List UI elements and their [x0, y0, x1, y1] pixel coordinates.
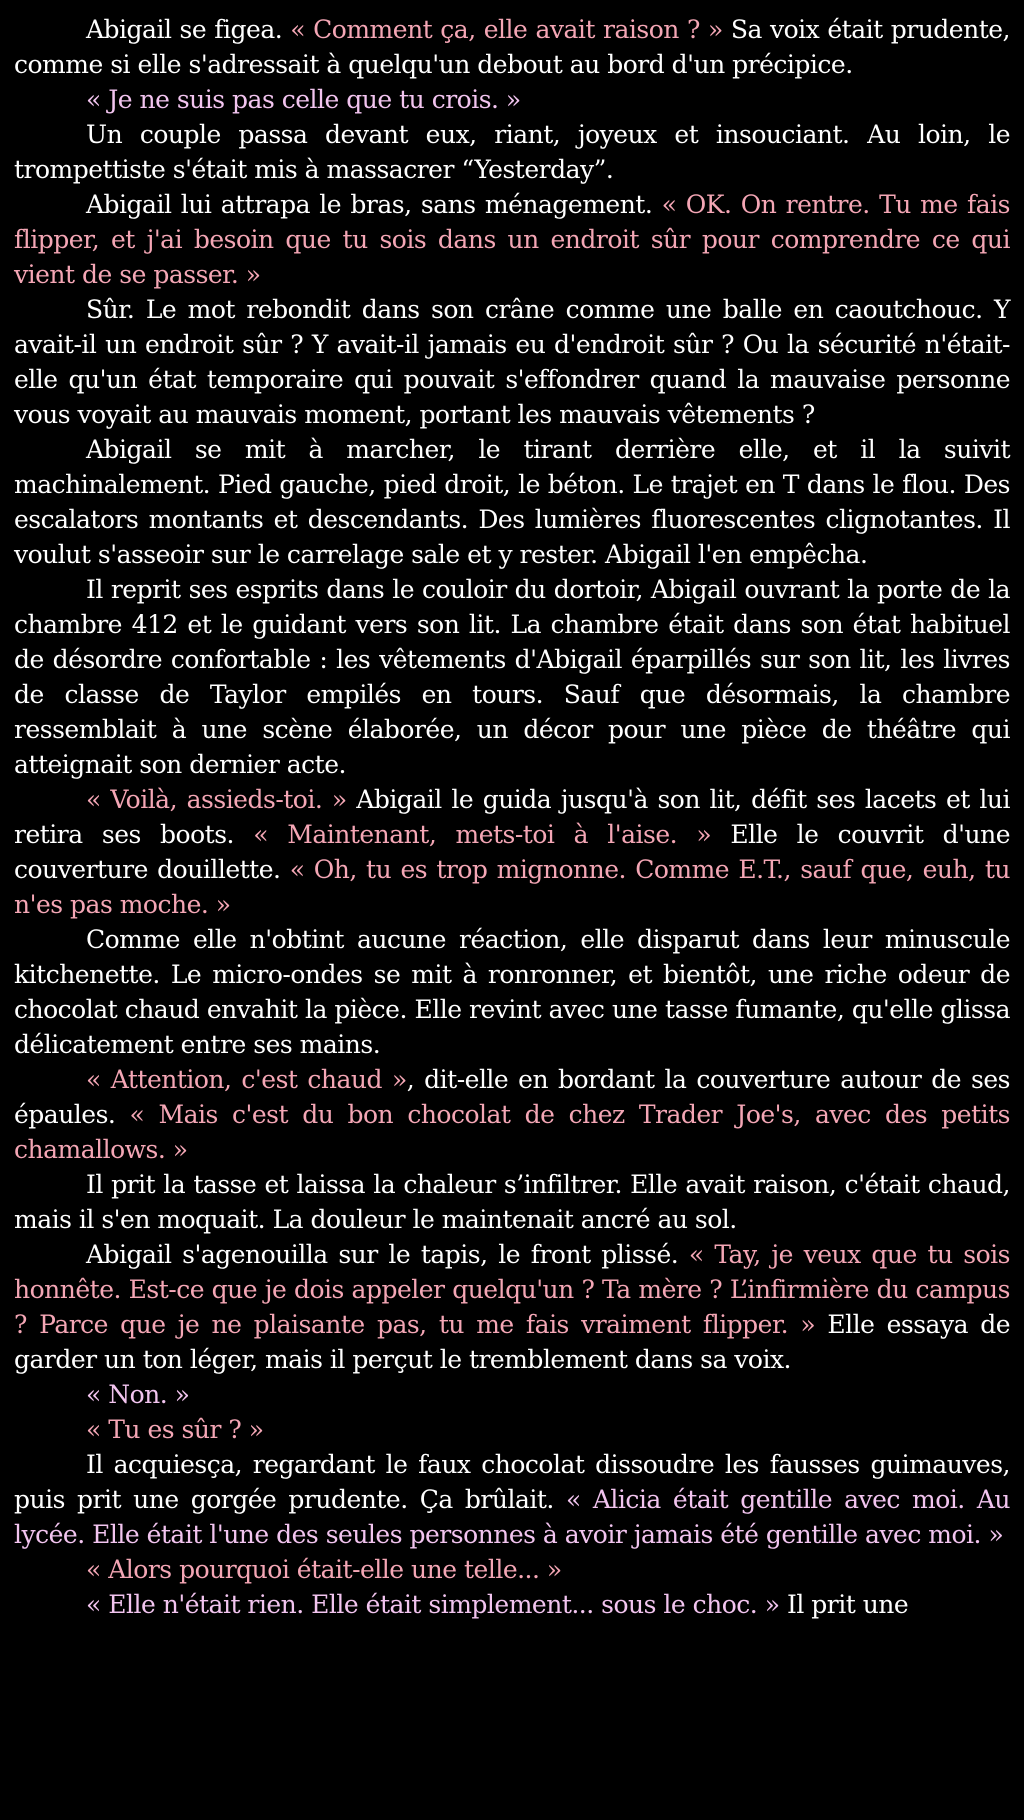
- paragraph: [14, 12, 1010, 82]
- narration-text: Il prit une: [779, 1590, 909, 1619]
- dialogue-text: « Alors pourquoi était-elle une telle... »: [86, 1555, 562, 1584]
- narration-text: Un couple passa devant eux, riant, joyeux et insouciant. Au loin, le trompettiste s'était mis à massacrer “Yesterday”.: [14, 120, 1010, 184]
- dialogue-text: « Mais c'est du bon chocolat de chez Trader Joe's, avec des petits chamallows. »: [14, 1100, 1010, 1164]
- narration-text: Comme elle n'obtint aucune réaction, elle disparut dans leur minuscule kitchenette. Le micro-ondes se mit à ronronner, et bientôt, une riche odeur de chocolat chaud envahit la pièce. Elle revint avec une tasse fumante, qu'elle glissa délicatement entre ses mains.: [14, 925, 1010, 1059]
- narration-text: Abigail lui attrapa le bras, sans ménagement.: [86, 190, 662, 219]
- paragraph: [14, 292, 1010, 432]
- paragraph: [14, 432, 1010, 572]
- narration-text: Elle le couvrit d'une couverture douillette.: [14, 820, 1010, 884]
- paragraph: [14, 1552, 1010, 1587]
- dialogue-text: « Tu es sûr ? »: [86, 1415, 264, 1444]
- narration-text: Abigail se figea.: [86, 15, 291, 44]
- paragraph: [14, 1587, 1010, 1622]
- paragraph: [14, 922, 1010, 1062]
- narration-text: Abigail se mit à marcher, le tirant derrière elle, et il la suivit machinalement. Pied gauche, pied droit, le béton. Le trajet en T dans le flou. Des escalators montants et descendants. Des lumières fluorescentes clignotantes. Il voulut s'asseoir sur le carrelage sale et y rester. Abigail l'en empêcha.: [14, 435, 1010, 569]
- dialogue-text: « Non. »: [86, 1380, 190, 1409]
- dialogue-text: « Oh, tu es trop mignonne. Comme E.T., sauf que, euh, tu n'es pas moche. »: [14, 855, 1010, 919]
- narration-text: Abigail le guida jusqu'à son lit, défit ses lacets et lui retira ses boots.: [14, 785, 1010, 849]
- dialogue-text: « Attention, c'est chaud »: [86, 1065, 407, 1094]
- dialogue-text: « Elle n'était rien. Elle était simplement... sous le choc. »: [86, 1590, 780, 1619]
- paragraph: [14, 187, 1010, 292]
- dialogue-text: « OK. On rentre. Tu me fais flipper, et j'ai besoin que tu sois dans un endroit sûr pour comprendre ce qui vient de se passer. »: [14, 190, 1010, 289]
- narration-text: Sa voix était prudente, comme si elle s'adressait à quelqu'un debout au bord d'un précipice.: [14, 15, 1010, 79]
- paragraph: [14, 1062, 1010, 1167]
- dialogue-text: « Comment ça, elle avait raison ? »: [290, 15, 723, 44]
- paragraph: [14, 1412, 1010, 1447]
- paragraph: [14, 1377, 1010, 1412]
- narration-text: Il reprit ses esprits dans le couloir du dortoir, Abigail ouvrant la porte de la chambre 412 et le guidant vers son lit. La chambre était dans son état habituel de désordre confortable : les vêtements d'Abigail éparpillés sur son lit, les livres de classe de Taylor empilés en tours. Sauf que désormais, la chambre ressemblait à une scène élaborée, un décor pour une pièce de théâtre qui atteignait son dernier acte.: [14, 575, 1010, 779]
- narration-text: Sûr. Le mot rebondit dans son crâne comme une balle en caoutchouc. Y avait-il un endroit sûr ? Y avait-il jamais eu d'endroit sûr ? Ou la sécurité n'était-elle qu'un état temporaire qui pouvait s'effondrer quand la mauvaise personne vous voyait au mauvais moment, portant les mauvais vêtements ?: [14, 295, 1010, 429]
- narration-text: Elle essaya de garder un ton léger, mais il perçut le tremblement dans sa voix.: [14, 1310, 1010, 1374]
- paragraph: [14, 117, 1010, 187]
- paragraph: [14, 1237, 1010, 1377]
- narration-text: Abigail s'agenouilla sur le tapis, le front plissé.: [86, 1240, 689, 1269]
- narration-text: Il acquiesça, regardant le faux chocolat dissoudre les fausses guimauves, puis prit une gorgée prudente. Ça brûlait.: [14, 1450, 1010, 1514]
- dialogue-text: « Alicia était gentille avec moi. Au lycée. Elle était l'une des seules personnes à avoir jamais été gentille avec moi. »: [14, 1485, 1010, 1549]
- paragraph: [14, 572, 1010, 782]
- dialogue-text: « Maintenant, mets-toi à l'aise. »: [253, 820, 712, 849]
- paragraph: [14, 782, 1010, 922]
- dialogue-text: « Voilà, assieds-toi. »: [86, 785, 347, 814]
- dialogue-text: « Tay, je veux que tu sois honnête. Est-ce que je dois appeler quelqu'un ? Ta mère ? L’infirmière du campus ? Parce que je ne plaisante pas, tu me fais vraiment flipper. »: [14, 1240, 1010, 1339]
- narration-text: , dit-elle en bordant la couverture autour de ses épaules.: [14, 1065, 1010, 1129]
- narration-text: Il prit la tasse et laissa la chaleur s’infiltrer. Elle avait raison, c'était chaud, mais il s'en moquait. La douleur le maintenait ancré au sol.: [14, 1170, 1010, 1234]
- dialogue-text: « Je ne suis pas celle que tu crois. »: [86, 85, 521, 114]
- paragraph: [14, 1447, 1010, 1552]
- paragraph: [14, 82, 1010, 117]
- text-body: [14, 12, 1010, 1622]
- paragraph: [14, 1167, 1010, 1237]
